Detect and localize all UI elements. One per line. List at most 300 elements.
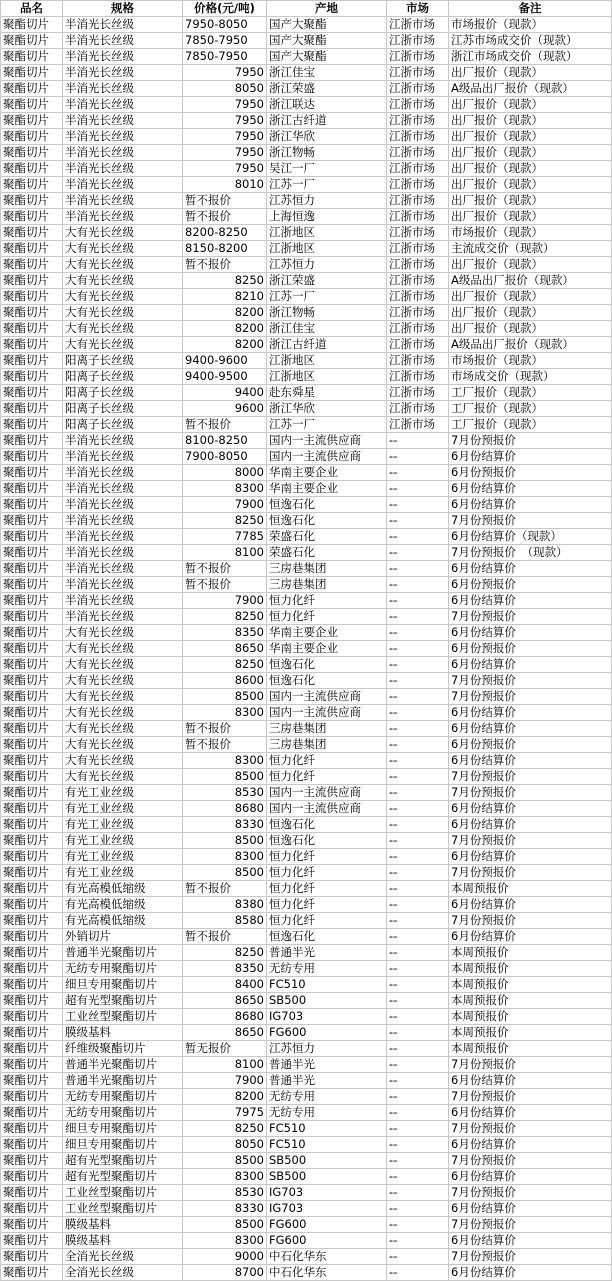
remark-cell: 6月份结算价: [449, 801, 612, 817]
remark-cell: 本周预报价: [449, 993, 612, 1009]
remark-cell: 6月份结算价: [449, 1105, 612, 1121]
market-cell: --: [387, 833, 449, 849]
origin-cell: 中石化华东: [267, 1265, 387, 1281]
market-cell: 江浙市场: [387, 49, 449, 65]
market-cell: 江浙市场: [387, 353, 449, 369]
price-cell: 8380: [183, 897, 267, 913]
table-row: [1, 849, 612, 865]
price-cell: 8100-8250: [183, 433, 267, 449]
product-cell: 聚酯切片: [1, 1217, 63, 1233]
remark-cell: 7月份预报价: [449, 689, 612, 705]
spec-cell: 大有光长丝级: [63, 689, 183, 705]
table-row: [1, 209, 612, 225]
origin-cell: 恒逸石化: [267, 817, 387, 833]
price-cell: 9000: [183, 1249, 267, 1265]
market-cell: --: [387, 993, 449, 1009]
origin-cell: 浙江荣盛: [267, 81, 387, 97]
table-row: [1, 241, 612, 257]
table-row: [1, 721, 612, 737]
table-row: [1, 545, 612, 561]
spec-cell: 超有光型聚酯切片: [63, 993, 183, 1009]
table-row: [1, 801, 612, 817]
origin-cell: FC510: [267, 977, 387, 993]
product-cell: 聚酯切片: [1, 993, 63, 1009]
spec-cell: 纤维级聚酯切片: [63, 1041, 183, 1057]
market-cell: --: [387, 1233, 449, 1249]
spec-cell: 超有光型聚酯切片: [63, 1169, 183, 1185]
price-cell: 8330: [183, 1201, 267, 1217]
price-cell: 8300: [183, 1233, 267, 1249]
origin-cell: 江浙地区: [267, 241, 387, 257]
remark-cell: 7月份预报价 （现款）: [449, 545, 612, 561]
product-cell: 聚酯切片: [1, 177, 63, 193]
market-cell: --: [387, 961, 449, 977]
product-cell: 聚酯切片: [1, 289, 63, 305]
spec-cell: 有光高模低缩级: [63, 897, 183, 913]
origin-cell: FG600: [267, 1217, 387, 1233]
origin-cell: 赴东舜星: [267, 385, 387, 401]
remark-cell: 本周预报价: [449, 1025, 612, 1041]
table-row: [1, 945, 612, 961]
market-cell: --: [387, 497, 449, 513]
spec-cell: 半消光长丝级: [63, 577, 183, 593]
table-row: [1, 433, 612, 449]
origin-cell: 普通半光: [267, 1057, 387, 1073]
spec-cell: 阳离子长丝级: [63, 353, 183, 369]
product-cell: 聚酯切片: [1, 65, 63, 81]
remark-cell: 出厂报价（现款）: [449, 113, 612, 129]
spec-cell: 半消光长丝级: [63, 529, 183, 545]
spec-cell: 工业丝型聚酯切片: [63, 1201, 183, 1217]
market-cell: 江浙市场: [387, 113, 449, 129]
product-cell: 聚酯切片: [1, 833, 63, 849]
spec-cell: 半消光长丝级: [63, 161, 183, 177]
spec-cell: 细旦专用聚酯切片: [63, 977, 183, 993]
origin-cell: 国产大聚酯: [267, 17, 387, 33]
price-cell: 7900-8050: [183, 449, 267, 465]
spec-cell: 半消光长丝级: [63, 113, 183, 129]
remark-cell: 6月份结算价: [449, 897, 612, 913]
product-cell: 聚酯切片: [1, 577, 63, 593]
price-cell: 8300: [183, 481, 267, 497]
origin-cell: SB500: [267, 993, 387, 1009]
spec-cell: 膜级基料: [63, 1233, 183, 1249]
table-row: [1, 145, 612, 161]
market-cell: 江浙市场: [387, 177, 449, 193]
remark-cell: 江苏市场成交价（现款）: [449, 33, 612, 49]
remark-cell: 工厂报价（现款）: [449, 401, 612, 417]
product-cell: 聚酯切片: [1, 81, 63, 97]
table-row: [1, 401, 612, 417]
product-cell: 聚酯切片: [1, 705, 63, 721]
table-row: [1, 1089, 612, 1105]
price-cell: 7975: [183, 1105, 267, 1121]
product-cell: 聚酯切片: [1, 1137, 63, 1153]
spec-cell: 有光工业丝级: [63, 785, 183, 801]
table-row: [1, 993, 612, 1009]
table-row: [1, 1201, 612, 1217]
remark-cell: 7月份预报价: [449, 833, 612, 849]
spec-cell: 半消光长丝级: [63, 177, 183, 193]
price-cell: 暂不报价: [183, 929, 267, 945]
origin-cell: 浙江物畅: [267, 145, 387, 161]
origin-cell: IG703: [267, 1185, 387, 1201]
origin-cell: FC510: [267, 1137, 387, 1153]
table-row: [1, 529, 612, 545]
remark-cell: 6月份结算价: [449, 929, 612, 945]
remark-cell: 6月份结算价: [449, 705, 612, 721]
market-cell: 江浙市场: [387, 321, 449, 337]
remark-cell: 6月份结算价: [449, 753, 612, 769]
spec-cell: 半消光长丝级: [63, 449, 183, 465]
product-cell: 聚酯切片: [1, 1249, 63, 1265]
spec-cell: 大有光长丝级: [63, 321, 183, 337]
price-cell: 8300: [183, 705, 267, 721]
market-cell: --: [387, 1201, 449, 1217]
price-cell: 8250: [183, 273, 267, 289]
remark-cell: 6月份结算价: [449, 593, 612, 609]
table-row: [1, 17, 612, 33]
remark-cell: 7月份预报价: [449, 769, 612, 785]
remark-cell: 主流成交价（现款）: [449, 241, 612, 257]
price-cell: 9400: [183, 385, 267, 401]
table-row: [1, 33, 612, 49]
table-row: [1, 161, 612, 177]
spec-cell: 有光工业丝级: [63, 817, 183, 833]
table-row: [1, 1121, 612, 1137]
product-cell: 聚酯切片: [1, 113, 63, 129]
origin-cell: 恒力化纤: [267, 593, 387, 609]
product-cell: 聚酯切片: [1, 1121, 63, 1137]
price-cell: 8500: [183, 1217, 267, 1233]
spec-cell: 有光高模低缩级: [63, 913, 183, 929]
origin-cell: 浙江荣盛: [267, 273, 387, 289]
remark-cell: 6月份结算价: [449, 817, 612, 833]
spec-cell: 半消光长丝级: [63, 97, 183, 113]
table-row: [1, 769, 612, 785]
table-row: [1, 817, 612, 833]
table-row: [1, 785, 612, 801]
market-cell: 江浙市场: [387, 337, 449, 353]
market-cell: 江浙市场: [387, 129, 449, 145]
market-cell: 江浙市场: [387, 273, 449, 289]
price-cell: 暂不报价: [183, 577, 267, 593]
table-row: [1, 177, 612, 193]
remark-cell: 出厂报价（现款）: [449, 305, 612, 321]
market-cell: 江浙市场: [387, 401, 449, 417]
origin-cell: 国内一主流供应商: [267, 433, 387, 449]
price-cell: 8250: [183, 1121, 267, 1137]
market-cell: --: [387, 1089, 449, 1105]
spec-cell: 大有光长丝级: [63, 641, 183, 657]
product-cell: 聚酯切片: [1, 1105, 63, 1121]
table-row: [1, 1169, 612, 1185]
origin-cell: 江苏一厂: [267, 289, 387, 305]
header-row: [1, 1, 612, 17]
table-row: [1, 641, 612, 657]
table-row: [1, 289, 612, 305]
spec-cell: 阳离子长丝级: [63, 369, 183, 385]
table-row: [1, 257, 612, 273]
origin-cell: 无纺专用: [267, 1089, 387, 1105]
market-cell: 江浙市场: [387, 33, 449, 49]
market-cell: --: [387, 897, 449, 913]
table-row: [1, 753, 612, 769]
spec-cell: 半消光长丝级: [63, 49, 183, 65]
origin-cell: 浙江华欣: [267, 401, 387, 417]
price-cell: 暂不报价: [183, 561, 267, 577]
spec-cell: 外销切片: [63, 929, 183, 945]
spec-cell: 大有光长丝级: [63, 257, 183, 273]
table-row: [1, 513, 612, 529]
remark-cell: 6月份预报价: [449, 737, 612, 753]
remark-cell: 本周预报价: [449, 977, 612, 993]
header-spec: 规格: [63, 1, 183, 17]
remark-cell: 6月份结算价: [449, 1265, 612, 1281]
market-cell: --: [387, 945, 449, 961]
remark-cell: 本周预报价: [449, 1041, 612, 1057]
price-cell: 7950: [183, 145, 267, 161]
remark-cell: 6月份结算价: [449, 1201, 612, 1217]
table-row: [1, 417, 612, 433]
product-cell: 聚酯切片: [1, 1089, 63, 1105]
market-cell: --: [387, 705, 449, 721]
origin-cell: 荣盛石化: [267, 545, 387, 561]
origin-cell: 浙江古纤道: [267, 337, 387, 353]
market-cell: --: [387, 577, 449, 593]
price-cell: 7850-7950: [183, 33, 267, 49]
remark-cell: 6月份结算价: [449, 1073, 612, 1089]
price-cell: 8100: [183, 545, 267, 561]
spec-cell: 膜级基料: [63, 1025, 183, 1041]
origin-cell: 浙江古纤道: [267, 113, 387, 129]
origin-cell: IG703: [267, 1009, 387, 1025]
product-cell: 聚酯切片: [1, 769, 63, 785]
table-row: [1, 1025, 612, 1041]
price-cell: 9400-9500: [183, 369, 267, 385]
origin-cell: 恒力化纤: [267, 849, 387, 865]
price-cell: 7785: [183, 529, 267, 545]
price-cell: 暂不报价: [183, 209, 267, 225]
price-cell: 7950: [183, 65, 267, 81]
remark-cell: 6月份结算价（现款）: [449, 529, 612, 545]
spec-cell: 有光工业丝级: [63, 801, 183, 817]
origin-cell: 江苏恒力: [267, 257, 387, 273]
spec-cell: 大有光长丝级: [63, 305, 183, 321]
table-row: [1, 305, 612, 321]
origin-cell: 国内一主流供应商: [267, 705, 387, 721]
spec-cell: 半消光长丝级: [63, 497, 183, 513]
origin-cell: 恒力化纤: [267, 913, 387, 929]
origin-cell: 恒力化纤: [267, 865, 387, 881]
remark-cell: A级品出厂报价（现款）: [449, 337, 612, 353]
remark-cell: 市场报价（现款）: [449, 17, 612, 33]
spec-cell: 大有光长丝级: [63, 337, 183, 353]
price-cell: 暂不报价: [183, 257, 267, 273]
product-cell: 聚酯切片: [1, 673, 63, 689]
remark-cell: 7月份预报价: [449, 913, 612, 929]
origin-cell: 浙江佳宝: [267, 65, 387, 81]
table-row: [1, 977, 612, 993]
market-cell: --: [387, 881, 449, 897]
market-cell: --: [387, 625, 449, 641]
market-cell: 江浙市场: [387, 193, 449, 209]
product-cell: 聚酯切片: [1, 1153, 63, 1169]
origin-cell: 中石化华东: [267, 1249, 387, 1265]
table-row: [1, 497, 612, 513]
price-cell: 8680: [183, 1009, 267, 1025]
remark-cell: 7月份预报价: [449, 673, 612, 689]
spec-cell: 细旦专用聚酯切片: [63, 1121, 183, 1137]
product-cell: 聚酯切片: [1, 1057, 63, 1073]
origin-cell: 荣盛石化: [267, 529, 387, 545]
price-cell: 7950-8050: [183, 17, 267, 33]
market-cell: --: [387, 1217, 449, 1233]
origin-cell: 国产大聚酯: [267, 33, 387, 49]
price-cell: 8050: [183, 1137, 267, 1153]
product-cell: 聚酯切片: [1, 1025, 63, 1041]
remark-cell: 出厂报价（现款）: [449, 177, 612, 193]
product-cell: 聚酯切片: [1, 897, 63, 913]
product-cell: 聚酯切片: [1, 241, 63, 257]
product-cell: 聚酯切片: [1, 1233, 63, 1249]
table-row: [1, 833, 612, 849]
remark-cell: 出厂报价（现款）: [449, 209, 612, 225]
price-cell: 8210: [183, 289, 267, 305]
remark-cell: 出厂报价（现款）: [449, 161, 612, 177]
origin-cell: 恒逸石化: [267, 497, 387, 513]
table-row: [1, 65, 612, 81]
origin-cell: 国内一主流供应商: [267, 689, 387, 705]
spec-cell: 阳离子长丝级: [63, 417, 183, 433]
product-cell: 聚酯切片: [1, 497, 63, 513]
market-cell: --: [387, 433, 449, 449]
origin-cell: 国内一主流供应商: [267, 785, 387, 801]
spec-cell: 大有光长丝级: [63, 273, 183, 289]
table-row: [1, 897, 612, 913]
table-row: [1, 81, 612, 97]
remark-cell: 6月份结算价: [449, 1137, 612, 1153]
spec-cell: 全消光长丝级: [63, 1265, 183, 1281]
origin-cell: 三房巷集团: [267, 561, 387, 577]
table-row: [1, 1073, 612, 1089]
remark-cell: 7月份预报价: [449, 1217, 612, 1233]
table-row: [1, 689, 612, 705]
origin-cell: 国内一主流供应商: [267, 449, 387, 465]
price-cell: 暂不报价: [183, 721, 267, 737]
price-cell: 暂不报价: [183, 881, 267, 897]
table-row: [1, 273, 612, 289]
product-cell: 聚酯切片: [1, 865, 63, 881]
market-cell: --: [387, 753, 449, 769]
spec-cell: 无纺专用聚酯切片: [63, 1089, 183, 1105]
price-cell: 8300: [183, 849, 267, 865]
price-cell: 8300: [183, 753, 267, 769]
product-cell: 聚酯切片: [1, 33, 63, 49]
product-cell: 聚酯切片: [1, 129, 63, 145]
product-cell: 聚酯切片: [1, 385, 63, 401]
table-row: [1, 865, 612, 881]
spec-cell: 大有光长丝级: [63, 657, 183, 673]
remark-cell: 出厂报价（现款）: [449, 97, 612, 113]
remark-cell: 出厂报价（现款）: [449, 289, 612, 305]
origin-cell: 华南主要企业: [267, 641, 387, 657]
price-cell: 7950: [183, 161, 267, 177]
remark-cell: 工厂报价（现款）: [449, 385, 612, 401]
market-cell: 江浙市场: [387, 225, 449, 241]
spec-cell: 半消光长丝级: [63, 609, 183, 625]
price-cell: 8350: [183, 625, 267, 641]
spec-cell: 有光工业丝级: [63, 865, 183, 881]
price-cell: 7950: [183, 129, 267, 145]
product-cell: 聚酯切片: [1, 1185, 63, 1201]
product-cell: 聚酯切片: [1, 945, 63, 961]
product-cell: 聚酯切片: [1, 657, 63, 673]
market-cell: 江浙市场: [387, 385, 449, 401]
table-row: [1, 1233, 612, 1249]
market-cell: 江浙市场: [387, 145, 449, 161]
market-cell: --: [387, 1105, 449, 1121]
origin-cell: 三房巷集团: [267, 737, 387, 753]
spec-cell: 大有光长丝级: [63, 225, 183, 241]
header-market: 市场: [387, 1, 449, 17]
remark-cell: 6月份结算价: [449, 657, 612, 673]
price-cell: 8010: [183, 177, 267, 193]
market-cell: --: [387, 657, 449, 673]
spec-cell: 有光高模低缩级: [63, 881, 183, 897]
market-cell: --: [387, 769, 449, 785]
price-cell: 8680: [183, 801, 267, 817]
origin-cell: 恒逸石化: [267, 673, 387, 689]
market-cell: --: [387, 913, 449, 929]
spec-cell: 膜级基料: [63, 1217, 183, 1233]
product-cell: 聚酯切片: [1, 609, 63, 625]
spec-cell: 无纺专用聚酯切片: [63, 961, 183, 977]
origin-cell: 华南主要企业: [267, 481, 387, 497]
price-cell: 8500: [183, 865, 267, 881]
remark-cell: 6月份预报价: [449, 577, 612, 593]
origin-cell: 恒力化纤: [267, 881, 387, 897]
origin-cell: 三房巷集团: [267, 721, 387, 737]
market-cell: --: [387, 1057, 449, 1073]
table-row: [1, 97, 612, 113]
market-cell: --: [387, 1153, 449, 1169]
product-cell: 聚酯切片: [1, 625, 63, 641]
remark-cell: 7月份预报价: [449, 513, 612, 529]
spec-cell: 大有光长丝级: [63, 721, 183, 737]
market-cell: --: [387, 545, 449, 561]
table-row: [1, 193, 612, 209]
market-cell: 江浙市场: [387, 257, 449, 273]
price-cell: 8050: [183, 81, 267, 97]
product-cell: 聚酯切片: [1, 929, 63, 945]
spec-cell: 细旦专用聚酯切片: [63, 1137, 183, 1153]
origin-cell: 无纺专用: [267, 1105, 387, 1121]
price-cell: 8200: [183, 1089, 267, 1105]
origin-cell: 江苏一厂: [267, 177, 387, 193]
origin-cell: 恒力化纤: [267, 609, 387, 625]
origin-cell: 三房巷集团: [267, 577, 387, 593]
price-cell: 7900: [183, 1073, 267, 1089]
origin-cell: 恒逸石化: [267, 513, 387, 529]
spec-cell: 半消光长丝级: [63, 593, 183, 609]
origin-cell: FC510: [267, 1121, 387, 1137]
price-cell: 8530: [183, 785, 267, 801]
spec-cell: 半消光长丝级: [63, 209, 183, 225]
table-row: [1, 1265, 612, 1281]
price-cell: 8200-8250: [183, 225, 267, 241]
product-cell: 聚酯切片: [1, 257, 63, 273]
